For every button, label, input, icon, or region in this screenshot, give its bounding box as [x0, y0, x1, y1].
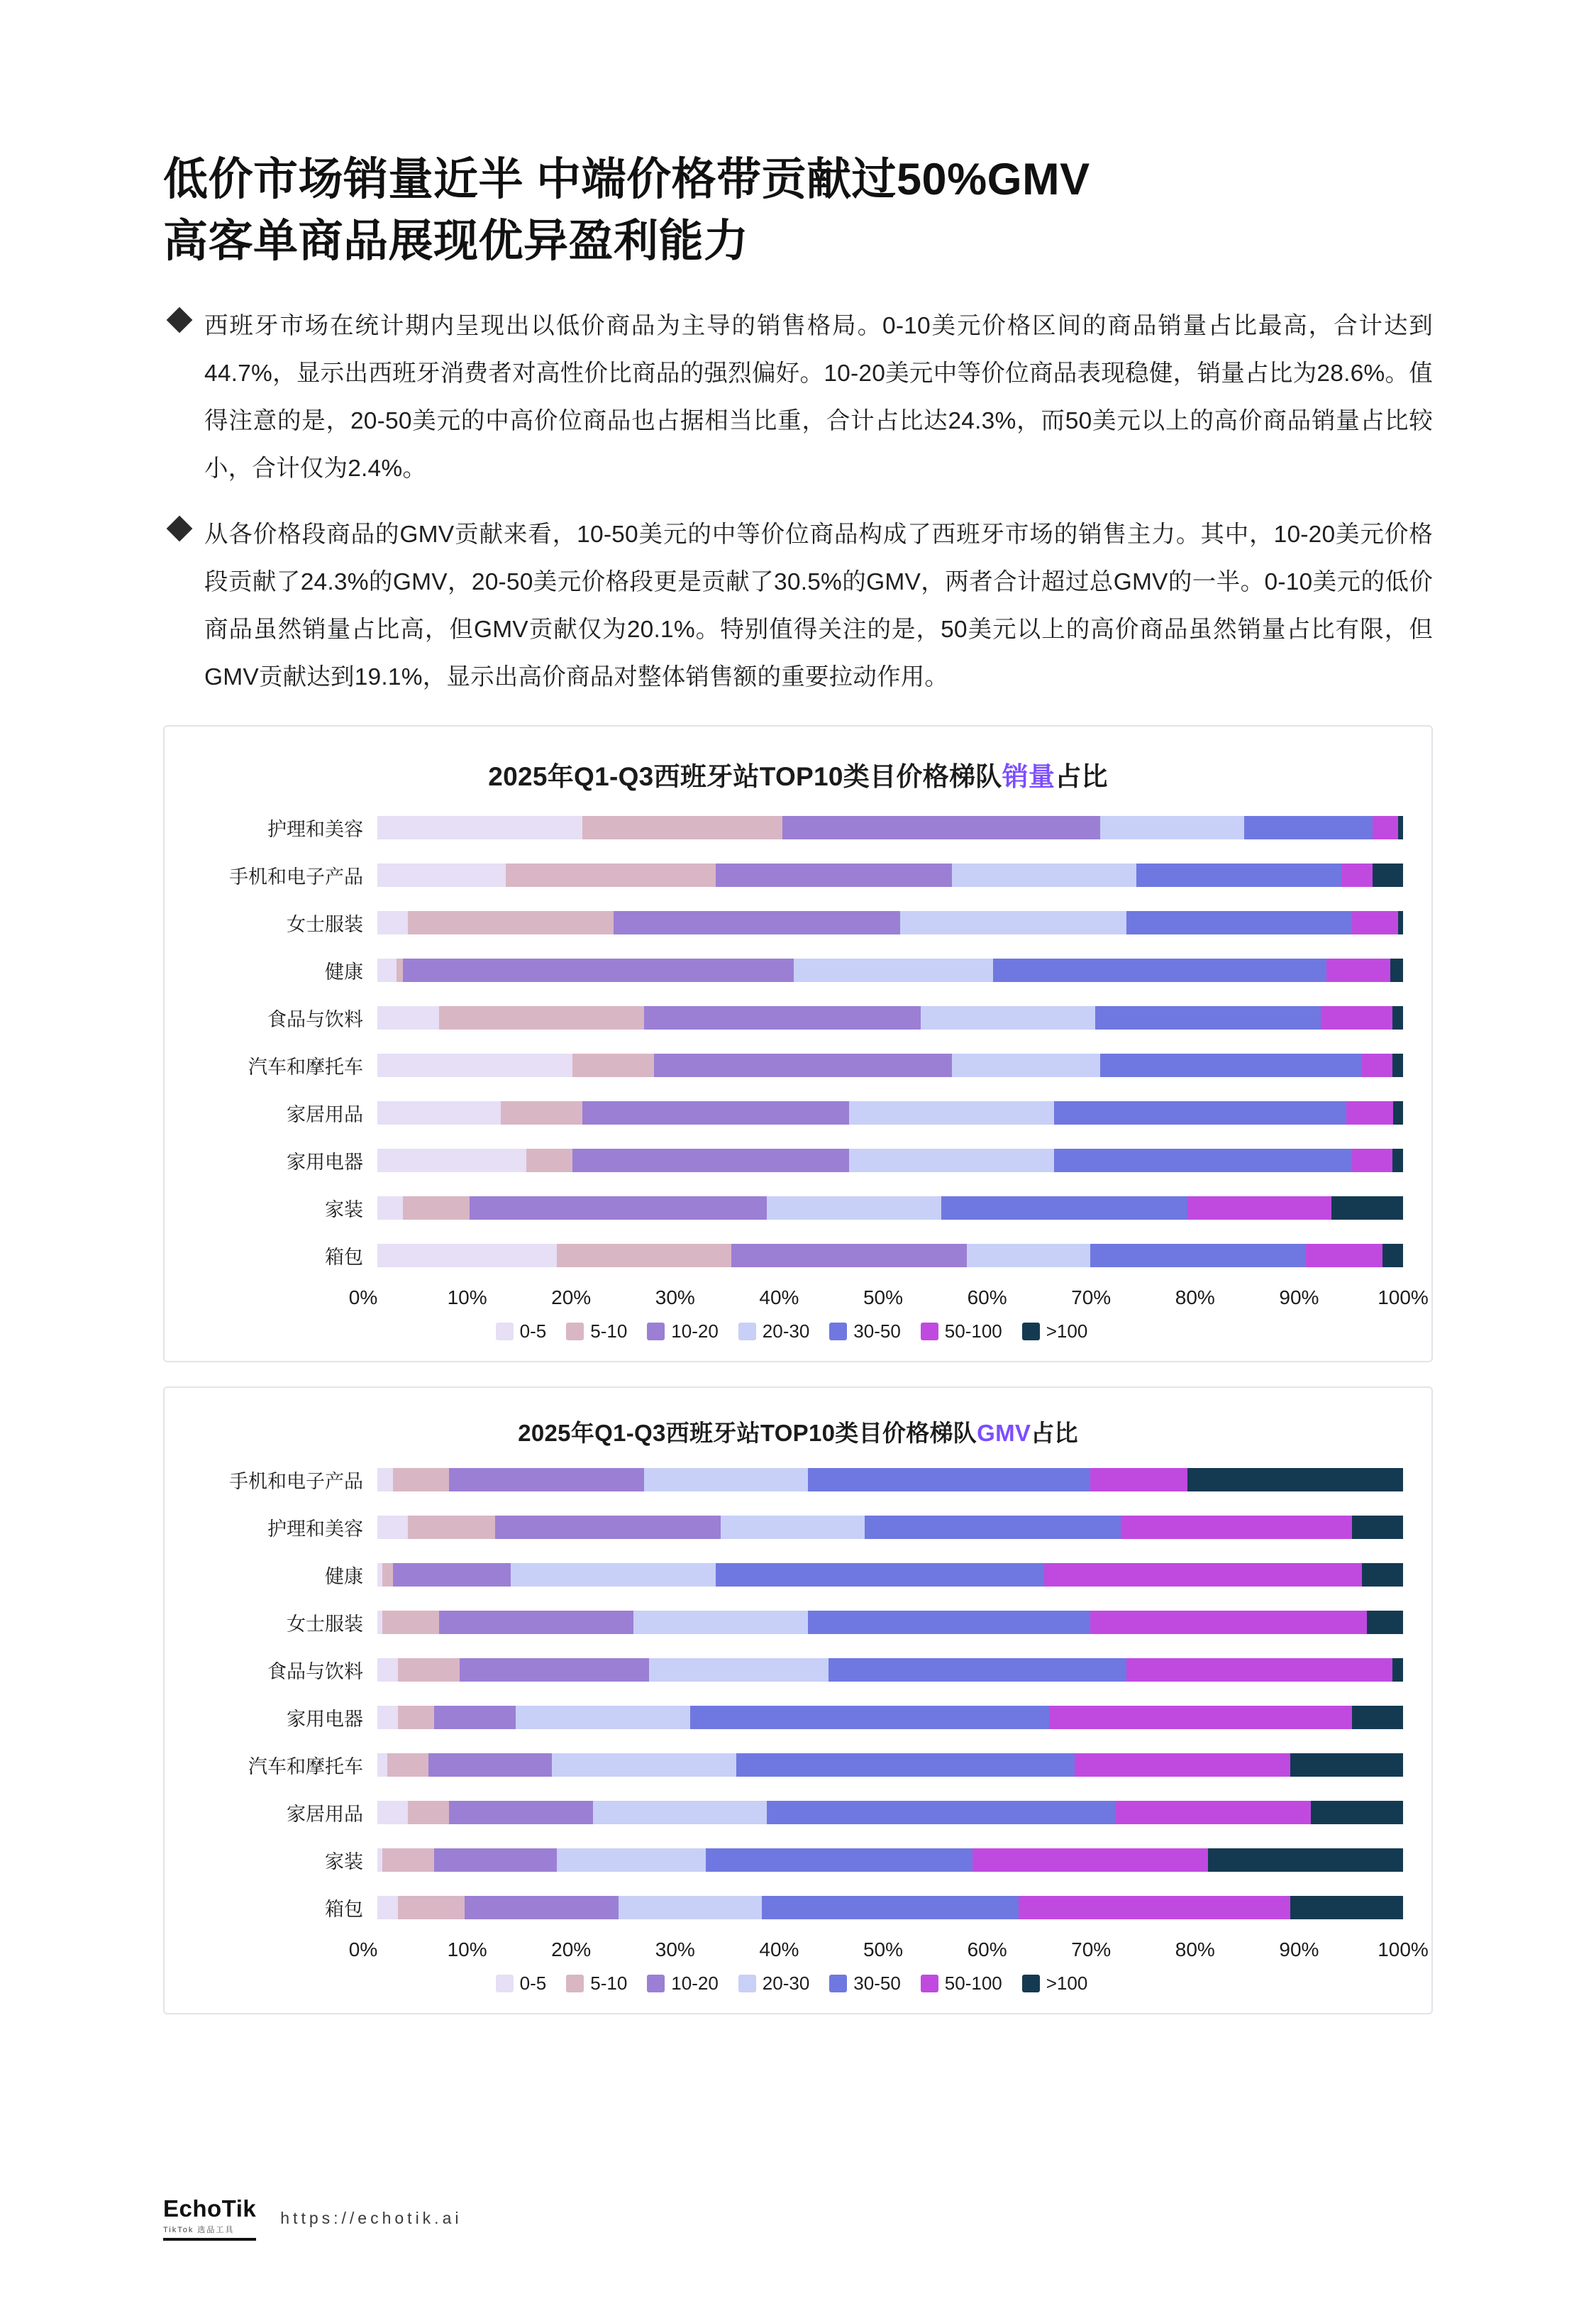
- chart-bar-segment: [736, 1753, 1075, 1777]
- chart-row-bars: [377, 1611, 1403, 1634]
- chart-row-label: 家用电器: [287, 1709, 363, 1731]
- chart-bar-segment: [716, 1563, 1044, 1587]
- axis-tick: 50%: [863, 1286, 904, 1308]
- chart-row: [193, 1002, 1403, 1035]
- axis-tick: 40%: [759, 1286, 799, 1308]
- chart-bar-segment: [1095, 1006, 1321, 1030]
- chart-row-bars: [377, 1244, 1403, 1267]
- chart-row: [193, 859, 1403, 892]
- legend-swatch-icon: [829, 1323, 847, 1340]
- chart-bar-segment: [1100, 816, 1243, 839]
- chart-bar-segment: [921, 1006, 1095, 1030]
- chart-bar-segment: [644, 1006, 921, 1030]
- legend-swatch-icon: [738, 1975, 756, 1992]
- chart-bar-segment: [1373, 816, 1398, 839]
- chart-row-bars: [377, 1801, 1403, 1824]
- axis-tick: 80%: [1175, 1938, 1215, 1960]
- chart-bar-segment: [1136, 864, 1341, 887]
- chart-bar-segment: [649, 1658, 829, 1682]
- chart-bar-segment: [377, 816, 582, 839]
- chart-bar-segment: [614, 911, 901, 934]
- bullet-item: [163, 302, 1433, 492]
- chart-bar-segment: [654, 1054, 951, 1077]
- legend-label: >100: [1046, 1972, 1088, 1994]
- chart-bar-segment: [382, 1563, 392, 1587]
- chart-bar-segment: [1290, 1753, 1403, 1777]
- chart-bar-segment: [1208, 1848, 1403, 1872]
- bullet-diamond-icon: [167, 515, 193, 541]
- chart-bar-segment: [377, 1611, 382, 1634]
- chart-row-label: 家装: [325, 1851, 363, 1873]
- legend-item[interactable]: [921, 1320, 1002, 1342]
- chart-bar-segment: [397, 959, 403, 982]
- legend-swatch-icon: [647, 1323, 665, 1340]
- chart-row-bars: [377, 1054, 1403, 1077]
- chart-bar-segment: [716, 864, 952, 887]
- chart-bar-segment: [470, 1196, 767, 1220]
- chart-bar-segment: [1331, 1196, 1403, 1220]
- chart-bar-segment: [377, 1149, 526, 1172]
- legend-item[interactable]: [829, 1973, 901, 1995]
- legend-label: 50-100: [944, 1972, 1002, 1994]
- chart-bar-segment: [849, 1149, 1054, 1172]
- chart-bar-segment: [465, 1896, 619, 1919]
- legend-label: 30-50: [853, 1972, 901, 1994]
- chart-bar-segment: [967, 1244, 1090, 1267]
- legend-item[interactable]: [647, 1320, 719, 1342]
- chart-row-label: 家用电器: [287, 1152, 363, 1174]
- chart-row-label: 手机和电子产品: [229, 1471, 363, 1493]
- legend-swatch-icon: [566, 1323, 584, 1340]
- chart-row-label: 食品与饮料: [267, 1661, 363, 1683]
- legend-label: 10-20: [671, 1972, 719, 1994]
- chart-row: [193, 1844, 1403, 1877]
- chart-bar-segment: [1398, 816, 1403, 839]
- bullet-item: [163, 511, 1433, 701]
- chart-row: [193, 1606, 1403, 1639]
- chart-bar-segment: [767, 1196, 941, 1220]
- chart-row-label: 家居用品: [287, 1104, 363, 1126]
- legend-label: 30-50: [853, 1320, 901, 1342]
- chart-row: [193, 1701, 1403, 1734]
- axis-tick-list: [348, 1934, 1429, 1967]
- axis-tick: 20%: [551, 1938, 592, 1960]
- chart-row-bars: [377, 1658, 1403, 1682]
- chart-bar-segment: [972, 1848, 1209, 1872]
- chart-bar-segment: [1090, 1244, 1306, 1267]
- page-title-line-1: 低价市场销量近半 中端价格带贡献过50%GMV: [163, 155, 1090, 204]
- chart-bar-segment: [377, 864, 506, 887]
- chart-bar-segment: [1126, 1658, 1393, 1682]
- chart-row: [193, 1559, 1403, 1591]
- chart-bar-segment: [644, 1468, 808, 1491]
- chart-bar-segment: [706, 1848, 972, 1872]
- chart-row-bars: [377, 1006, 1403, 1030]
- chart-row-bars: [377, 1563, 1403, 1587]
- axis-tick: 60%: [967, 1286, 1007, 1308]
- chart-bar-segment: [449, 1801, 592, 1824]
- chart-row: [193, 907, 1403, 939]
- chart-bar-segment: [557, 1848, 706, 1872]
- chart-bar-segment: [1373, 864, 1403, 887]
- legend-item[interactable]: [738, 1320, 810, 1342]
- bullet-text: 从各价格段商品的GMV贡献来看，10-50美元的中等价位商品构成了西班牙市场的销售主力。其中，10-20美元价格段贡献了24.3%的GMV，20-50美元价格段更是贡献了30.5%的GMV，两者合计超过总GMV的一半。0-10美元的低价商品虽然销量占比高，但GMV贡献仅为20.1%。特别值得关注的是，50美元以上的高价商品虽然销量占比有限，但GMV贡献达到19.1%，显示出高价商品对整体销售额的重要拉动作用。: [204, 521, 1433, 690]
- chart-bar-segment: [1382, 1244, 1403, 1267]
- chart-bar-segment: [1352, 1706, 1403, 1729]
- legend-swatch-icon: [921, 1323, 938, 1340]
- chart-row: [193, 1192, 1403, 1225]
- chart-bar-segment: [952, 1054, 1101, 1077]
- chart-bar-segment: [557, 1244, 731, 1267]
- chart-bar-segment: [1054, 1101, 1346, 1125]
- chart-bar-segment: [495, 1516, 721, 1539]
- axis-tick: 40%: [759, 1938, 799, 1960]
- legend-swatch-icon: [738, 1323, 756, 1340]
- footer-url: https://echotik.ai: [280, 2208, 462, 2227]
- chart-bar-segment: [377, 1516, 408, 1539]
- chart-bar-segment: [1352, 1516, 1403, 1539]
- chart-xaxis-sales: [193, 1282, 1429, 1315]
- chart-bar-segment: [501, 1101, 583, 1125]
- chart-bar-segment: [377, 1006, 439, 1030]
- chart-row: [193, 1144, 1403, 1177]
- chart-bar-segment: [1090, 1611, 1367, 1634]
- chart-title-highlight: 销量: [1002, 761, 1055, 791]
- chart-bar-segment: [393, 1468, 450, 1491]
- chart-row-bars: [377, 1706, 1403, 1729]
- chart-legend-gmv: [193, 1973, 1403, 1995]
- chart-row-label: 护理和美容: [267, 1518, 363, 1540]
- chart-bar-segment: [952, 864, 1136, 887]
- chart-bar-segment: [1116, 1801, 1311, 1824]
- chart-bar-segment: [403, 959, 794, 982]
- axis-tick: 0%: [348, 1938, 378, 1960]
- legend-item[interactable]: [921, 1973, 1002, 1995]
- chart-bar-segment: [526, 1149, 572, 1172]
- chart-bar-segment: [398, 1706, 434, 1729]
- chart-bar-segment: [387, 1753, 428, 1777]
- chart-bar-segment: [1362, 1563, 1403, 1587]
- chart-bar-segment: [1100, 1054, 1362, 1077]
- chart-bar-segment: [1044, 1563, 1362, 1587]
- legend-swatch-icon: [496, 1323, 514, 1340]
- axis-tick: 70%: [1071, 1286, 1112, 1308]
- chart-row-label: 女士服装: [287, 914, 363, 936]
- axis-tick: 100%: [1378, 1938, 1429, 1960]
- chart-bar-segment: [1392, 1054, 1402, 1077]
- legend-label: 0-5: [519, 1320, 547, 1342]
- chart-bar-segment: [1049, 1706, 1352, 1729]
- chart-row-label: 护理和美容: [267, 819, 363, 841]
- chart-bar-segment: [552, 1753, 736, 1777]
- chart-bar-segment: [1393, 1101, 1403, 1125]
- footer: [163, 2195, 462, 2241]
- chart-bar-segment: [377, 1054, 572, 1077]
- axis-tick: 10%: [447, 1938, 487, 1960]
- chart-bar-segment: [572, 1149, 849, 1172]
- bullet-list: [163, 302, 1433, 701]
- legend-label: >100: [1046, 1320, 1088, 1342]
- chart-bar-segment: [1392, 1658, 1402, 1682]
- chart-bar-segment: [762, 1896, 1019, 1919]
- legend-item[interactable]: [1022, 1973, 1088, 1995]
- logo-name: EchoTik: [163, 2195, 257, 2222]
- chart-row-bars: [377, 1848, 1403, 1872]
- chart-bar-segment: [849, 1101, 1054, 1125]
- chart-row-label: 汽车和摩托车: [248, 1057, 363, 1078]
- chart-title-highlight: GMV: [977, 1419, 1031, 1446]
- axis-tick: 20%: [551, 1286, 592, 1308]
- chart-bar-segment: [377, 1244, 557, 1267]
- chart-bar-segment: [582, 816, 782, 839]
- chart-row: [193, 1797, 1403, 1829]
- chart-bar-segment: [1306, 1244, 1382, 1267]
- chart-plot-gmv: [193, 1464, 1403, 1924]
- legend-label: 5-10: [590, 1972, 628, 1994]
- chart-row-label: 女士服装: [287, 1613, 363, 1635]
- chart-bar-segment: [808, 1611, 1090, 1634]
- chart-bar-segment: [439, 1006, 644, 1030]
- chart-bar-segment: [767, 1801, 1116, 1824]
- chart-bar-segment: [449, 1468, 644, 1491]
- chart-bar-segment: [941, 1196, 1187, 1220]
- legend-item[interactable]: [1022, 1320, 1088, 1342]
- chart-row-bars: [377, 959, 1403, 982]
- axis-tick: 60%: [967, 1938, 1007, 1960]
- axis-tick: 80%: [1175, 1286, 1215, 1308]
- chart-bar-segment: [1290, 1896, 1403, 1919]
- chart-row-label: 食品与饮料: [267, 1009, 363, 1031]
- chart-row: [193, 1049, 1403, 1082]
- chart-row: [193, 1749, 1403, 1782]
- chart-row-label: 汽车和摩托车: [248, 1756, 363, 1778]
- chart-bar-segment: [377, 1801, 408, 1824]
- legend-label: 20-30: [762, 1972, 810, 1994]
- chart-row: [193, 954, 1403, 987]
- page-title: [163, 149, 1433, 272]
- chart-card-gmv: [163, 1386, 1433, 2014]
- legend-label: 10-20: [671, 1320, 719, 1342]
- chart-bar-segment: [1392, 1149, 1402, 1172]
- legend-item[interactable]: [738, 1973, 810, 1995]
- chart-title-prefix: 2025年Q1-Q3西班牙站TOP10类目价格梯队: [518, 1419, 977, 1446]
- chart-row: [193, 1892, 1403, 1924]
- chart-row-label: 箱包: [325, 1899, 363, 1921]
- chart-row-bars: [377, 1101, 1403, 1125]
- chart-bar-segment: [993, 959, 1326, 982]
- chart-bar-segment: [900, 911, 1126, 934]
- chart-bar-segment: [377, 1196, 403, 1220]
- chart-row-label: 健康: [325, 961, 363, 983]
- chart-bar-segment: [1398, 911, 1403, 934]
- chart-plot-sales: [193, 812, 1403, 1272]
- chart-bar-segment: [690, 1706, 1049, 1729]
- chart-bar-segment: [1187, 1196, 1331, 1220]
- chart-card-sales: [163, 725, 1433, 1362]
- chart-title-prefix: 2025年Q1-Q3西班牙站TOP10类目价格梯队: [488, 761, 1002, 791]
- chart-bar-segment: [1090, 1468, 1187, 1491]
- chart-bar-segment: [377, 1848, 382, 1872]
- chart-bar-segment: [398, 1658, 460, 1682]
- chart-row: [193, 1097, 1403, 1130]
- chart-row-bars: [377, 1516, 1403, 1539]
- chart-bar-segment: [377, 1753, 387, 1777]
- legend-swatch-icon: [829, 1975, 847, 1992]
- axis-tick: 30%: [655, 1286, 695, 1308]
- chart-bar-segment: [572, 1054, 655, 1077]
- legend-swatch-icon: [1022, 1323, 1040, 1340]
- legend-label: 0-5: [519, 1972, 547, 1994]
- chart-bar-segment: [1244, 816, 1373, 839]
- chart-bar-segment: [434, 1848, 558, 1872]
- chart-bar-segment: [1341, 864, 1372, 887]
- logo-subtitle: TikTok 选品工具: [163, 2226, 235, 2234]
- chart-bar-segment: [377, 1896, 398, 1919]
- legend-swatch-icon: [921, 1975, 938, 1992]
- chart-bar-segment: [377, 1658, 398, 1682]
- chart-title-gmv: [193, 1415, 1403, 1448]
- chart-bar-segment: [506, 864, 716, 887]
- legend-item[interactable]: [496, 1320, 547, 1342]
- chart-bar-segment: [377, 1468, 393, 1491]
- chart-bar-segment: [1392, 1006, 1402, 1030]
- chart-row-bars: [377, 1753, 1403, 1777]
- chart-bar-segment: [1352, 911, 1398, 934]
- chart-row: [193, 1240, 1403, 1272]
- chart-title-suffix: 占比: [1031, 1419, 1078, 1446]
- chart-row: [193, 1654, 1403, 1687]
- chart-bar-segment: [460, 1658, 650, 1682]
- chart-bar-segment: [1311, 1801, 1403, 1824]
- axis-tick: 0%: [348, 1286, 378, 1308]
- chart-bar-segment: [782, 816, 1100, 839]
- chart-bar-segment: [428, 1753, 552, 1777]
- legend-label: 20-30: [762, 1320, 810, 1342]
- chart-row: [193, 1511, 1403, 1544]
- chart-row-bars: [377, 864, 1403, 887]
- chart-bar-segment: [398, 1896, 465, 1919]
- legend-swatch-icon: [647, 1975, 665, 1992]
- chart-row-label: 家装: [325, 1199, 363, 1221]
- chart-bar-segment: [382, 1611, 439, 1634]
- legend-item[interactable]: [829, 1320, 901, 1342]
- axis-tick: 10%: [447, 1286, 487, 1308]
- chart-bar-segment: [377, 959, 397, 982]
- chart-row-label: 箱包: [325, 1247, 363, 1269]
- legend-swatch-icon: [496, 1975, 514, 1992]
- chart-bar-segment: [382, 1848, 433, 1872]
- chart-row-bars: [377, 911, 1403, 934]
- bullet-text: 西班牙市场在统计期内呈现出以低价商品为主导的销售格局。0-10美元价格区间的商品销量占比最高，合计达到44.7%，显示出西班牙消费者对高性价比商品的强烈偏好。10-20美元中等价位商品表现稳健，销量占比为28.6%。值得注意的是，20-50美元的中高价位商品也占据相当比重，合计占比达24.3%，而50美元以上的高价商品销量占比较小，合计仅为2.4%。: [204, 312, 1433, 482]
- legend-swatch-icon: [1022, 1975, 1040, 1992]
- chart-legend-sales: [193, 1320, 1403, 1342]
- legend-label: 5-10: [590, 1320, 628, 1342]
- chart-row-bars: [377, 1196, 1403, 1220]
- axis-tick: 70%: [1071, 1938, 1112, 1960]
- chart-xaxis-gmv: [193, 1934, 1429, 1967]
- page-title-line-2: 高客单商品展现优异盈利能力: [163, 216, 749, 266]
- chart-bar-segment: [377, 1101, 501, 1125]
- chart-bar-segment: [516, 1706, 690, 1729]
- chart-bar-segment: [619, 1896, 762, 1919]
- chart-bar-segment: [377, 1563, 382, 1587]
- legend-label: 50-100: [944, 1320, 1002, 1342]
- chart-bar-segment: [1019, 1896, 1290, 1919]
- chart-bar-segment: [439, 1611, 634, 1634]
- chart-bar-segment: [1352, 1149, 1393, 1172]
- chart-row-bars: [377, 1149, 1403, 1172]
- chart-row: [193, 812, 1403, 844]
- chart-bar-segment: [1075, 1753, 1290, 1777]
- chart-bar-segment: [1362, 1054, 1392, 1077]
- chart-bar-segment: [1054, 1149, 1351, 1172]
- chart-row-bars: [377, 1896, 1403, 1919]
- chart-bar-segment: [1321, 1006, 1392, 1030]
- chart-bar-segment: [408, 911, 613, 934]
- legend-swatch-icon: [566, 1975, 584, 1992]
- chart-bar-segment: [1187, 1468, 1403, 1491]
- chart-bar-segment: [1326, 959, 1390, 982]
- chart-title-sales: [193, 755, 1403, 793]
- chart-bar-segment: [794, 959, 992, 982]
- chart-row-label: 家居用品: [287, 1804, 363, 1826]
- chart-bar-segment: [377, 1706, 398, 1729]
- chart-bar-segment: [633, 1611, 808, 1634]
- chart-bar-segment: [1126, 911, 1352, 934]
- chart-bar-segment: [829, 1658, 1126, 1682]
- chart-bar-segment: [434, 1706, 516, 1729]
- axis-tick: 90%: [1279, 1938, 1319, 1960]
- axis-tick: 90%: [1279, 1286, 1319, 1308]
- echotik-logo: [163, 2195, 256, 2241]
- chart-title-suffix: 占比: [1055, 761, 1108, 791]
- chart-bar-segment: [1390, 959, 1403, 982]
- chart-bar-segment: [865, 1516, 1121, 1539]
- chart-bar-segment: [1367, 1611, 1403, 1634]
- chart-row-bars: [377, 816, 1403, 839]
- axis-tick: 50%: [863, 1938, 904, 1960]
- chart-bar-segment: [408, 1801, 449, 1824]
- chart-bar-segment: [808, 1468, 1090, 1491]
- chart-bar-segment: [1121, 1516, 1351, 1539]
- chart-row: [193, 1464, 1403, 1496]
- chart-bar-segment: [408, 1516, 495, 1539]
- axis-tick: 100%: [1378, 1286, 1429, 1308]
- chart-row-label: 手机和电子产品: [229, 866, 363, 888]
- legend-item[interactable]: [647, 1973, 719, 1995]
- chart-bar-segment: [1346, 1101, 1392, 1125]
- bullet-diamond-icon: [167, 307, 193, 333]
- axis-tick-list: [348, 1282, 1429, 1315]
- chart-row-label: 健康: [325, 1566, 363, 1588]
- chart-row-bars: [377, 1468, 1403, 1491]
- legend-item[interactable]: [566, 1320, 627, 1342]
- chart-bar-segment: [377, 911, 408, 934]
- chart-bar-segment: [403, 1196, 470, 1220]
- chart-bar-segment: [511, 1563, 716, 1587]
- chart-bar-segment: [731, 1244, 968, 1267]
- legend-item[interactable]: [566, 1973, 627, 1995]
- axis-tick: 30%: [655, 1938, 695, 1960]
- legend-item[interactable]: [496, 1973, 547, 1995]
- chart-bar-segment: [393, 1563, 511, 1587]
- chart-bar-segment: [582, 1101, 849, 1125]
- chart-bar-segment: [721, 1516, 864, 1539]
- chart-bar-segment: [593, 1801, 767, 1824]
